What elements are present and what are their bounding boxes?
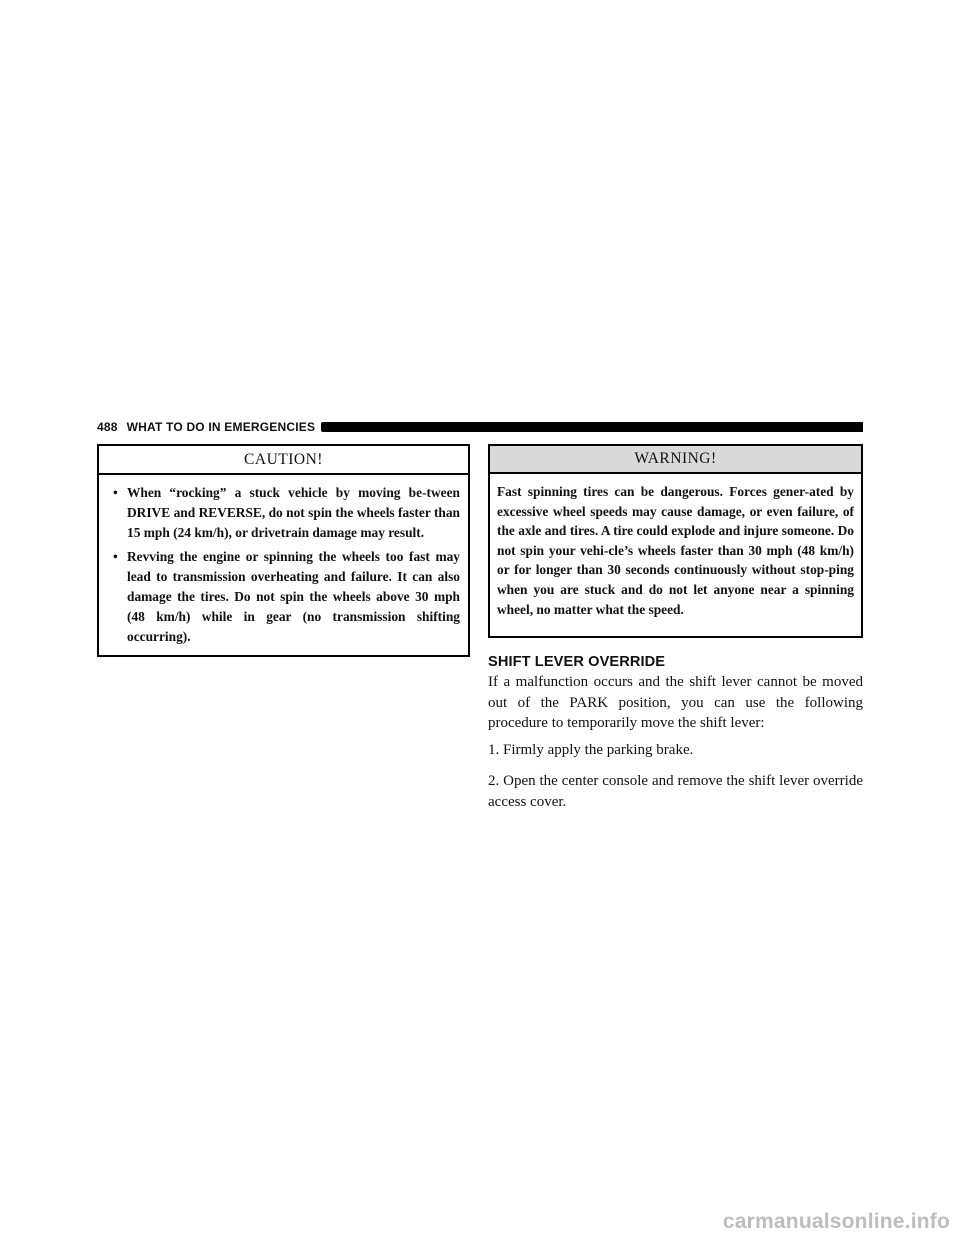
header-rule (321, 422, 863, 432)
caution-item-text: Revving the engine or spinning the wheels too fast may lead to transmission overheating and failure. It can also damage the tires. Do not spin the wheels above 30 mph (48 km/h) while in gear (no transmission shifting occurring). (127, 549, 460, 644)
bullet-icon: • (113, 549, 118, 565)
caution-item-text: When “rocking” a stuck vehicle by moving be-tween DRIVE and REVERSE, do not spin the wheels faster than 15 mph (24 km/h), or drivetrain damage may result. (127, 485, 460, 540)
watermark-link[interactable]: carmanualsonline.info (722, 1210, 950, 1233)
caution-title: CAUTION! (99, 446, 468, 475)
warning-body: Fast spinning tires can be dangerous. Forces gener-ated by excessive wheel speeds may cause damage, or even failure, of the axle and tires. A tire could explode and injure someone. Do not spin your vehi-cle’s wheels faster than 30 mph (48 km/h) or for longer than 30 seconds continuously without stop-ping when you are stuck and do not let anyone near a spinning wheel, no matter what the speed. (497, 484, 854, 617)
caution-item (113, 547, 460, 646)
procedure-step-2: 2. Open the center console and remove the shift lever override access cover. (488, 773, 863, 810)
page-number: 488 (97, 420, 118, 434)
warning-box (488, 444, 863, 638)
caution-list (99, 475, 468, 646)
page-header (97, 419, 863, 435)
caution-item (113, 483, 460, 542)
procedure-step-1: 1. Firmly apply the parking brake. (488, 742, 694, 758)
section-title: WHAT TO DO IN EMERGENCIES (126, 420, 316, 434)
bullet-icon: • (113, 485, 118, 500)
warning-title: WARNING! (490, 446, 861, 474)
caution-box (97, 444, 470, 657)
section-heading: SHIFT LEVER OVERRIDE (488, 654, 666, 670)
intro-paragraph: If a malfunction occurs and the shift lever cannot be moved out of the PARK position, you can use the following procedure to temporarily move the shift lever: (488, 674, 863, 731)
